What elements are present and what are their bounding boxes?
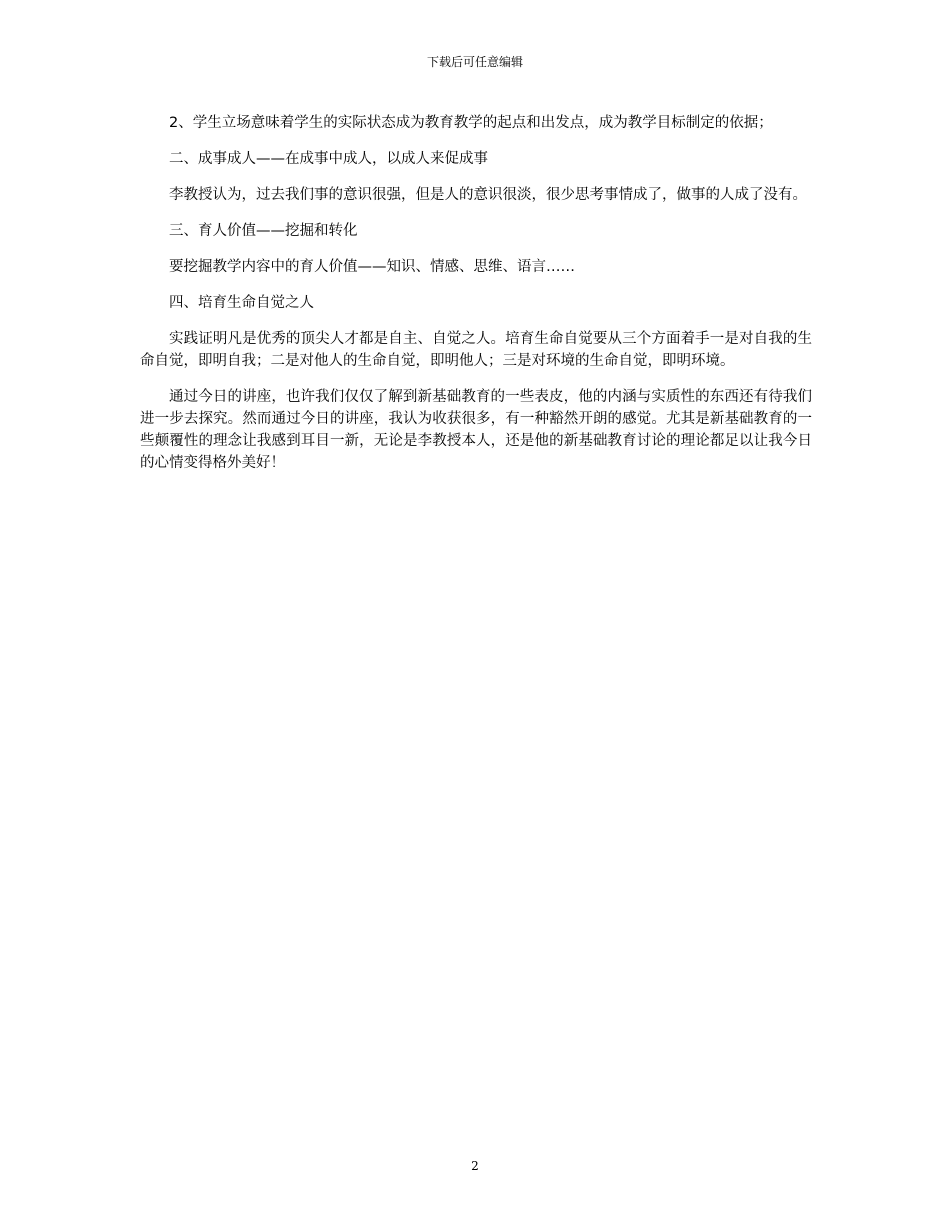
page-footer bbox=[0, 1158, 950, 1174]
paragraph-education-value: 要挖掘教学内容中的育人价值——知识、情感、思维、语言…… bbox=[169, 259, 575, 275]
document-body bbox=[140, 112, 812, 488]
page-number: 2 bbox=[471, 1159, 479, 1173]
paragraph-professor-view: 李教授认为，过去我们事的意识很强，但是人的意识很淡，很少思考事情成了，做事的人成了没有。 bbox=[169, 187, 807, 203]
paragraph-student-stance: 2、学生立场意味着学生的实际状态成为教育教学的起点和出发点，成为教学目标制定的依据； bbox=[169, 115, 773, 131]
heading-section-three: 三、育人价值——挖掘和转化 bbox=[169, 223, 358, 239]
page-header bbox=[0, 54, 950, 70]
paragraph-self-awareness: 实践证明凡是优秀的顶尖人才都是自主、自觉之人。培育生命自觉要从三个方面着手一是对自我的生命自觉，即明自我；二是对他人的生命自觉，即明他人；三是对环境的生命自觉，即明环境。 bbox=[140, 331, 812, 369]
heading-section-two: 二、成事成人——在成事中成人，以成人来促成事 bbox=[169, 151, 488, 167]
heading-section-four: 四、培育生命自觉之人 bbox=[169, 295, 314, 311]
paragraph-conclusion: 通过今日的讲座，也许我们仅仅了解到新基础教育的一些表皮，他的内涵与实质性的东西还有待我们进一步去探究。然而通过今日的讲座，我认为收获很多，有一种豁然开朗的感觉。尤其是新基础教育的一些颠覆性的理念让我感到耳目一新，无论是李教授本人，还是他的新基础教育讨论的理论都足以让我今日的心情变得格外美好！ bbox=[140, 389, 812, 471]
header-text: 下载后可任意编辑 bbox=[426, 55, 523, 69]
